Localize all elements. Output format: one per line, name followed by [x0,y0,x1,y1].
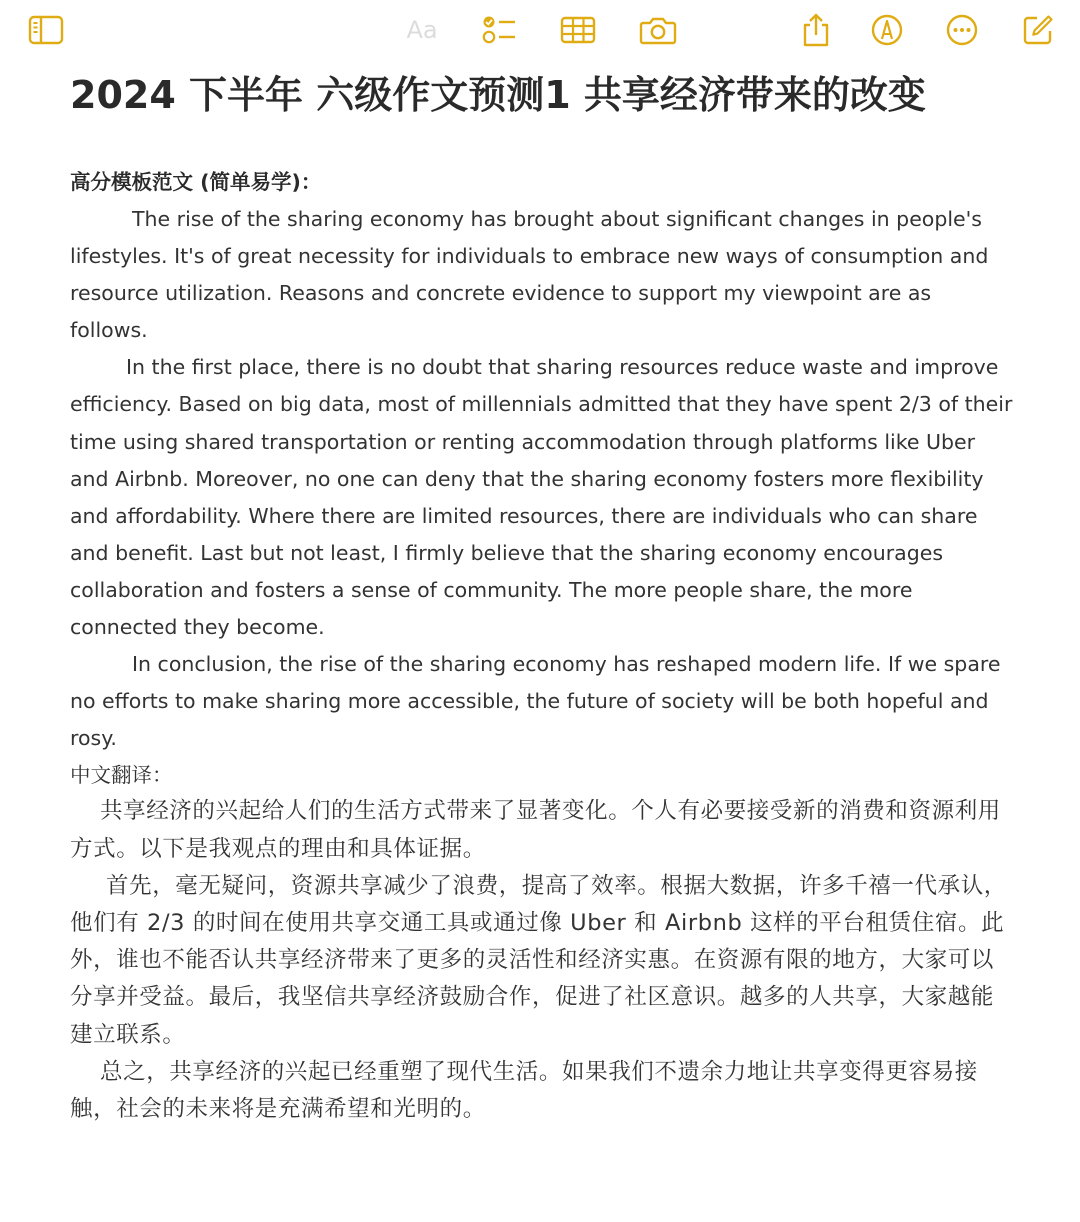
english-paragraph-2: In the first place, there is no doubt that sharing resources reduce waste and improve efficiency. Based on big data, most of millennials admitted that they have spent 2/3 of their time using shared transportation or renting accommodation through platforms like Uber and Airbnb. Moreover, no one can deny that the sharing economy fosters more flexibility and affordability. Where there are limited resources, there are individuals who can share and benefit. Last but not least, I firmly believe that the sharing economy encourages collaboration and fosters a sense of community. The more people share, the more connected they become. [70,355,1013,640]
chinese-paragraph-2: 首先，毫无疑问，资源共享减少了浪费，提高了效率。根据大数据，许多千禧一代承认，他们有 2/3 的时间在使用共享交通工具或通过像 Uber 和 Airbnb 这样的平台租赁住宿。此外，谁也不能否认共享经济带来了更多的灵活性和经济实惠。在资源有限的地方，大家可以分享并受益。最后，我坚信共享经济鼓励合作，促进了社区意识。越多的人共享，大家越能建立联系。 [70,872,1007,1048]
camera-button[interactable] [638,10,678,50]
markup-pen-icon [870,13,904,47]
camera-icon [639,14,677,46]
share-button[interactable] [796,10,836,50]
sidebar-toggle-button[interactable] [26,10,66,50]
format-button[interactable] [400,12,444,48]
more-icon [945,13,979,47]
compose-icon [1021,13,1055,47]
markup-button[interactable] [867,10,907,50]
more-button[interactable] [942,10,982,50]
note-title[interactable]: 2024 下半年 六级作文预测1 共享经济带来的改变 [70,73,926,117]
note-content[interactable] [70,64,1015,1128]
english-paragraph-3: In conclusion, the rise of the sharing economy has reshaped modern life. If we spare no efforts to make sharing more accessible, the future of society will be both hopeful and rosy. [70,652,1001,751]
translation-label: 中文翻译： [70,763,173,788]
table-icon [560,15,596,45]
sidebar-icon [28,15,64,45]
chinese-paragraph-3: 总之，共享经济的兴起已经重塑了现代生活。如果我们不遗余力地让共享变得更容易接触，社会的未来将是充满希望和光明的。 [70,1058,978,1123]
english-paragraph-1: The rise of the sharing economy has brought about significant changes in people's lifestyles. It's of great necessity for individuals to embrace new ways of consumption and resource utilization. Reasons and concrete evidence to support my viewpoint are as follows. [70,207,989,343]
compose-button[interactable] [1018,10,1058,50]
chinese-paragraph-1: 共享经济的兴起给人们的生活方式带来了显著变化。个人有必要接受新的消费和资源利用方式。以下是我观点的理由和具体证据。 [70,798,1001,862]
notes-toolbar [0,0,1080,58]
sample-essay-label: 高分模板范文 (简单易学)： [70,170,322,194]
table-button[interactable] [558,10,598,50]
checklist-icon [481,14,517,46]
checklist-button[interactable] [479,10,519,50]
format-icon: Aa [406,16,438,44]
share-icon [800,12,832,48]
